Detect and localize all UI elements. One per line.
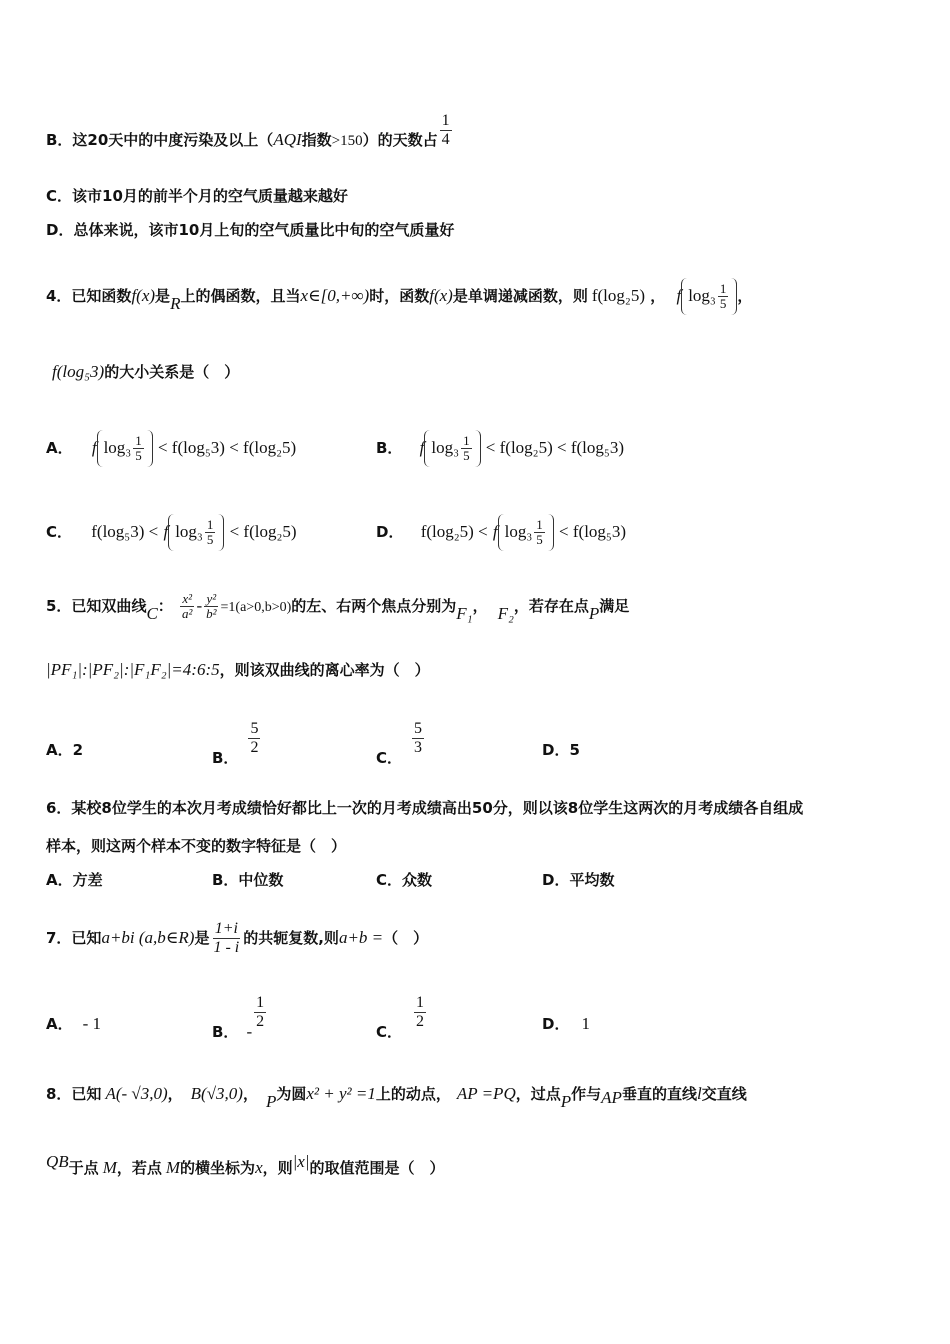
q8-stem-line2: QB于点 M，若点 M的横坐标为x，则|x|的取值范围是（ ） [46, 1152, 445, 1177]
q3-option-d: D．总体来说，该市10月上旬的空气质量比中旬的空气质量好 [46, 221, 455, 239]
q4-option-d[interactable]: D． f(log₂5) < f log₃ $\frac{1}{5}$ < f(log₅3) [376, 514, 626, 551]
q5-option-d[interactable]: D．5 [542, 741, 580, 759]
q3-option-c: C．该市10月的前半个月的空气质量越来越好 [46, 187, 348, 205]
q6-stem-line1: 6．某校8位学生的本次月考成绩恰好都比上一次的月考成绩高出50分，则以该8位学生这两次的月考成绩各自组成 [46, 799, 804, 817]
q4-option-c[interactable]: C． f(log₅3) < f log₃ $\frac{1}{5}$ < f(log₂5) [46, 514, 297, 551]
q3-option-b: B．这20天中的中度污染及以上（AQI指数>150）的天数占 $\frac{1}{4}$ [46, 112, 450, 149]
q5-option-a[interactable]: A．2 [46, 741, 84, 759]
q5-option-c[interactable]: C． $\frac{5}{3}$ [376, 720, 423, 767]
q4-option-a[interactable]: A． f log₃ $\frac{1}{5}$ < f(log₅3) < f(log₂5) [46, 430, 296, 467]
q6-option-b[interactable]: B．中位数 [212, 871, 284, 889]
q7-stem: 7．已知a+bi (a,b∈R)是 $\frac{1+i}{1 - i}$ 的共轭复数,则a+b =（ ） [46, 920, 429, 956]
q5-stem-line1: 5．已知双曲线C： $\frac{\text{x²}}{\text{a²}}$ - $\frac{\text{y²}}{\text{b²}}$ =1(a>0,b>0)的左、右两个焦点分别为F₁， F₂，若存在点P满足 [46, 591, 630, 623]
q6-option-c[interactable]: C．众数 [376, 871, 433, 889]
q6-option-a[interactable]: A．方差 [46, 871, 103, 889]
q7-option-d[interactable]: D． 1 [542, 1014, 590, 1033]
q7-option-b[interactable]: B． - $\frac{1}{2}$ [212, 994, 265, 1041]
q5-option-b[interactable]: B． $\frac{5}{2}$ [212, 720, 259, 767]
q5-stem-line2: |PF₁|:|PF₂|:|F₁F₂|=4:6:5，则该双曲线的离心率为（ ） [46, 660, 430, 679]
q7-option-c[interactable]: C． $\frac{1}{2}$ [376, 994, 425, 1041]
q8-stem-line1: 8．已知 A(- √3,0)， B(√3,0)， P为圆x² + y² =1上的动点， AP =PQ，过点P作与AP垂直的直线l交直线 [46, 1084, 747, 1111]
q4-stem-line1: 4．已知函数f(x)是R上的偶函数，且当x∈[0,+∞)时，函数f(x)是单调递减函数，则 f(log₂5) ， f log₃ $\frac{1}{5}$ ， [46, 278, 752, 315]
q4-stem-line2: f(log₅3)的大小关系是（ ） [52, 362, 240, 381]
q6-option-d[interactable]: D．平均数 [542, 871, 615, 889]
q4-option-b[interactable]: B． f log₃ $\frac{1}{5}$ < f(log₂5) < f(log₅3) [376, 430, 624, 467]
q7-option-a[interactable]: A． - 1 [46, 1014, 102, 1033]
fraction-one-quarter: $\frac{1}{4}$ [441, 112, 450, 148]
abs-bracket: log₃ $\frac{1}{5}$ [681, 278, 737, 315]
q6-stem-line2: 样本，则这两个样本不变的数字特征是（ ） [46, 837, 347, 855]
